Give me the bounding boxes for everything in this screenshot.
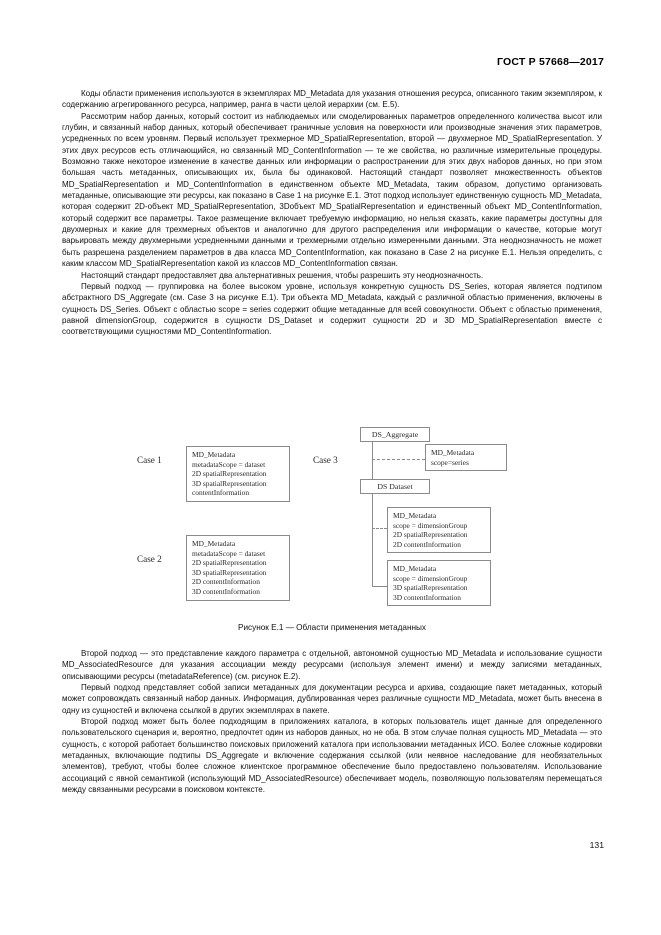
ds-dataset-box: DS Dataset (360, 479, 430, 494)
paragraph: Рассмотрим набор данных, который состоит из наблюдаемых или смоделированных параметров определенного количества высот или глубин, и связанный набор данных, который обеспечивает граничные условия на поверхности или производные значения этих параметров, усредненных по всем уровням. Первый использует трехмерное MD_SpatialRepresentation, второй — двухмерное MD_SpatialRepresentation. У этих двух ресурсов есть отличающийся, но связанный MD_ContentInformation — те же свойства, но различные измерительные процедуры. Возможно также некоторое изменение в качестве данных или информации о распространении для этих двух наборов данных, но при этом большая часть метаданных, описывающих их, была бы одинаковой. Настоящий стандарт позволяет множественность объектов MD_SpatialRepresentation и MD_ContentInformation в единственном объекте MD_Metadata, таким образом, допустимо организовать метаданные, описывающие эти ресурсы, как показано в Case 1 на рисунке Е.1. Этот подход использует единственную сущность MD_Metadata, которая содержит 2D-объект MD_SpatialRepresentation, 3Dобъект MD_SpatialRepresentation и единственный объект MD_ContentInformation, который содержит все параметры. Такое размещение включает требуемую информацию, но нельзя сказать, какие параметры доступны для двухмерных и какие для трехмерных объектов и аналогично для другого распределения или информации о качестве, которые могут варьировать между двухмерными усредненными данными и трехмерными отдельно измеренными данными. Эта неоднозначность не может быть разрешена разделением параметров в два класса MD_ContentInformation, как показано в Case 2 на рисунке Е.1. Нельзя определить, с каким классом MD_SpatialRepresentation какой из классов MD_ContentInformation связан. (62, 111, 602, 269)
paragraph: Первый подход — группировка на более высоком уровне, используя конкретную сущность DS_Series, которая является подтипом абстрактного DS_Aggregate (см. Case 3 на рисунке Е.1). Три объекта MD_Metadata, каждый с различной областью применения, включены в сущность DS_Series. Объект с областью scope = series содержит общие метаданные для всей совокупности. Объект с областью применения, равной dimensionGroup, содержится в сущности DS_Dataset и содержит сущности 2D и 3D MD_SpatialRepresentation вместе с соответствующими сущностями MD_ContentInformation. (62, 281, 602, 337)
box-line: MD_Metadata (393, 511, 437, 520)
box-line: 3D spatialRepresentation (192, 567, 267, 577)
connector-dataset-trunk (372, 494, 373, 586)
box-line: metadataScope = dataset (192, 548, 266, 558)
box-line: 2D spatialRepresentation (393, 530, 468, 540)
document-body-top (62, 88, 602, 338)
box-line: scope = dimensionGroup (393, 520, 468, 530)
box-line: MD_Metadata (431, 448, 475, 457)
connector-dataset-to-2d (372, 528, 387, 529)
paragraph: Второй подход — это представление каждого параметра с отдельной, автономной сущностью MD_Metadata и использование сущности MD_AssociatedResource для указания ассоциации между ресурсами (используя элемент имени) и между записями метаданных, описывающими ресурсы (metadataReference) (см. рисунок Е.2). (62, 649, 602, 681)
case1-label: Case 1 (137, 455, 162, 465)
box-line: MD_Metadata (393, 564, 437, 573)
box-line: 3D contentInformation (393, 592, 461, 602)
paragraph: Настоящий стандарт предоставляет два альтернативных решения, чтобы разрешить эту неоднозначность. (81, 270, 484, 280)
case2-label: Case 2 (137, 554, 162, 564)
dimensiongroup-3d-box (387, 560, 491, 606)
case3-label: Case 3 (313, 455, 338, 465)
paragraph: Первый подход представляет собой записи метаданных для документации ресурса и архива, создающие пакет метаданных, который может сопровождать связанный набор данных. Информация, дублированная через различные сущности MD_Metadata, может быть внесена в одну из сущностей и включена ссылкой в других экземплярах в пакете. (62, 683, 602, 715)
box-line: 2D spatialRepresentation (192, 558, 267, 568)
box-line: scope = dimensionGroup (393, 573, 468, 583)
box-line: 3D spatialRepresentation (393, 583, 468, 593)
dimensiongroup-2d-box (387, 507, 491, 553)
box-line: 3D spatialRepresentation (192, 478, 267, 488)
paragraph: Второй подход может быть более подходящим в приложениях каталога, в которых пользователь ищет данные для определенного пользовательского сценария и, вероятно, предпочтет один из наборов данных, но не оба. В этом случае полная сущность MD_Metadata — это сущность, с которой работает большинство поисковых приложений каталога при использовании метаданных ИСО. Более сложные кодировки метаданных, включающие подтипы DS_Aggregate и включение содержания ссылкой (или неявное наследование для необязательных элементов), требуют, чтобы более сложное клиентское программное обеспечение было предоставлено пользователям. Использование ассоциаций с явной семантикой (использующий MD_AssociatedResource) обеспечивает модель, позволяющую пользователям перемещаться между связанными ресурсами в поисковом контексте. (62, 717, 602, 795)
figure-caption: Рисунок Е.1 — Области применения метаданных (238, 623, 426, 632)
figure-e1 (62, 418, 602, 643)
page-header-standard-number: ГОСТ Р 57668—2017 (496, 56, 604, 68)
case1-metadata-box (186, 446, 290, 502)
connector-aggregate-to-series (372, 459, 425, 460)
page-number: 131 (589, 840, 604, 850)
ds-aggregate-box: DS_Aggregate (360, 427, 430, 442)
box-line: 2D spatialRepresentation (192, 469, 267, 479)
box-line: scope=series (431, 457, 469, 467)
connector-dataset-to-3d (372, 586, 387, 587)
connector-aggregate-trunk (372, 442, 373, 479)
case2-metadata-box (186, 535, 290, 601)
box-line: MD_Metadata (192, 450, 236, 459)
series-metadata-box (425, 444, 507, 471)
document-body-bottom (62, 648, 602, 795)
box-line: 2D contentInformation (393, 539, 461, 549)
box-line: contentInformation (192, 488, 250, 498)
box-line: MD_Metadata (192, 539, 236, 548)
box-line: 3D contentInformation (192, 586, 260, 596)
box-line: metadataScope = dataset (192, 459, 266, 469)
paragraph: Коды области применения используются в экземплярах MD_Metadata для указания отношения ресурса, описанного таким экземпляром, к содержанию агрегированного ресурса, например, ранга в части целой иерархии (см. Е.5). (62, 89, 602, 110)
box-line: 2D contentInformation (192, 577, 260, 587)
